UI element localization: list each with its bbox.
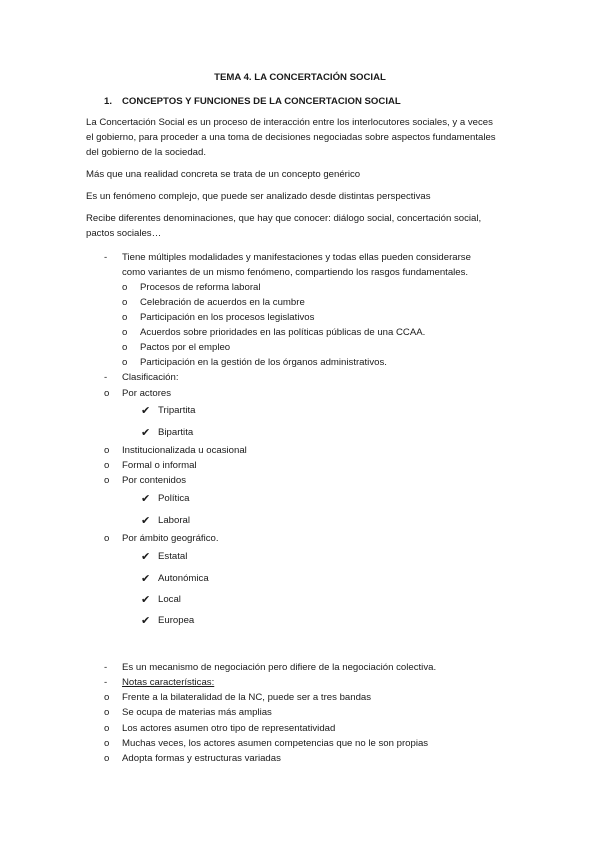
- list-item: Política: [158, 493, 190, 504]
- circle-bullet: o: [104, 753, 110, 764]
- list-item: Europea: [158, 615, 195, 626]
- section-heading: CONCEPTOS Y FUNCIONES DE LA CONCERTACION SOCIAL: [122, 96, 401, 107]
- list-item: Bipartita: [158, 427, 194, 438]
- dash-bullet: -: [104, 662, 108, 673]
- list-item: Pactos por el empleo: [140, 342, 231, 353]
- paragraph-line: el gobierno, para proceder a una toma de decisiones negociadas sobre aspectos fundamentales: [86, 132, 496, 143]
- list-item-line: Tiene múltiples modalidades y manifestaciones y todas ellas pueden considerarse: [122, 252, 471, 263]
- check-icon: ✔: [141, 615, 151, 627]
- list-item: Local: [158, 594, 181, 605]
- circle-bullet: o: [122, 357, 128, 368]
- list-item: Celebración de acuerdos en la cumbre: [140, 297, 305, 308]
- paragraph-line: Más que una realidad concreta se trata de un concepto genérico: [86, 169, 361, 180]
- paragraph-line: Es un fenómeno complejo, que puede ser analizado desde distintas perspectivas: [86, 191, 431, 202]
- check-icon: ✔: [141, 573, 151, 585]
- dash-bullet: -: [104, 372, 108, 383]
- circle-bullet: o: [122, 282, 128, 293]
- classification-label: Clasificación:: [122, 372, 179, 383]
- list-item: Participación en la gestión de los órganos administrativos.: [140, 357, 387, 368]
- check-icon: ✔: [141, 427, 151, 439]
- dash-bullet: -: [104, 677, 108, 688]
- list-item: Acuerdos sobre prioridades en las políticas públicas de una CCAA.: [140, 327, 426, 338]
- list-item: Los actores asumen otro tipo de representatividad: [122, 723, 336, 734]
- list-item: Se ocupa de materias más amplias: [122, 707, 272, 718]
- list-item: Frente a la bilateralidad de la NC, puede ser a tres bandas: [122, 692, 372, 703]
- check-icon: ✔: [141, 493, 151, 505]
- list-item: Por contenidos: [122, 475, 186, 486]
- paragraph-line: Recibe diferentes denominaciones, que hay que conocer: diálogo social, concertación social,: [86, 213, 482, 224]
- list-item: Tripartita: [158, 405, 196, 416]
- list-item-line: como variantes de un mismo fenómeno, compartiendo los rasgos fundamentales.: [122, 267, 469, 278]
- check-icon: ✔: [141, 594, 151, 606]
- circle-bullet: o: [104, 692, 110, 703]
- circle-bullet: o: [104, 460, 110, 471]
- check-icon: ✔: [141, 551, 151, 563]
- paragraph-line: pactos sociales…: [86, 228, 162, 239]
- check-icon: ✔: [141, 405, 151, 417]
- circle-bullet: o: [104, 475, 110, 486]
- circle-bullet: o: [122, 297, 128, 308]
- dash-bullet: -: [104, 252, 108, 263]
- circle-bullet: o: [104, 533, 110, 544]
- list-item: Muchas veces, los actores asumen competencias que no le son propias: [122, 738, 429, 749]
- paragraph-line: La Concertación Social es un proceso de interacción entre los interlocutores sociales, y a veces: [86, 117, 493, 128]
- document-title: TEMA 4. LA CONCERTACIÓN SOCIAL: [214, 72, 386, 83]
- list-item: Institucionalizada u ocasional: [122, 445, 247, 456]
- paragraph-line: del gobierno de la sociedad.: [86, 147, 207, 158]
- list-item: Adopta formas y estructuras variadas: [122, 753, 281, 764]
- circle-bullet: o: [104, 738, 110, 749]
- circle-bullet: o: [104, 445, 110, 456]
- circle-bullet: o: [104, 388, 110, 399]
- circle-bullet: o: [122, 312, 128, 323]
- circle-bullet: o: [104, 707, 110, 718]
- circle-bullet: o: [122, 327, 128, 338]
- list-item: Laboral: [158, 515, 191, 526]
- list-item: Estatal: [158, 551, 188, 562]
- circle-bullet: o: [122, 342, 128, 353]
- circle-bullet: o: [104, 723, 110, 734]
- list-item: Por ámbito geográfico.: [122, 533, 219, 544]
- list-item: Autonómica: [158, 573, 209, 584]
- list-item: Procesos de reforma laboral: [140, 282, 261, 293]
- list-item: Formal o informal: [122, 460, 197, 471]
- section-number: 1.: [104, 96, 113, 107]
- list-item: Por actores: [122, 388, 172, 399]
- notes-label: Notas características:: [122, 677, 215, 688]
- list-item: Es un mecanismo de negociación pero difiere de la negociación colectiva.: [122, 662, 437, 673]
- list-item: Participación en los procesos legislativos: [140, 312, 315, 323]
- check-icon: ✔: [141, 515, 151, 527]
